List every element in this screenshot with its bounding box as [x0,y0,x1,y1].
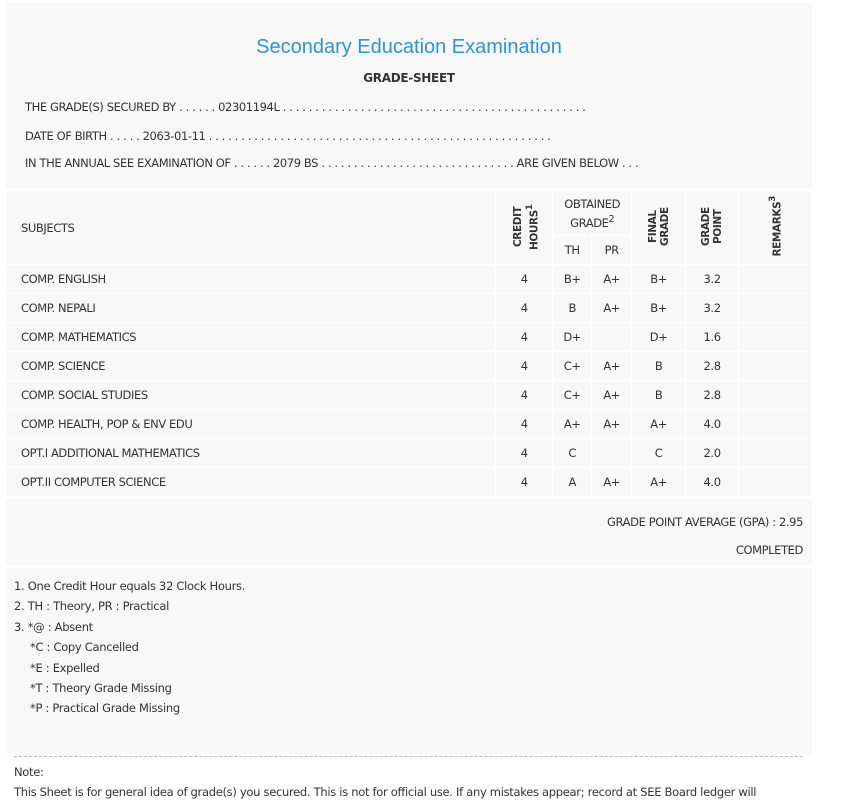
grade-sheet [6,2,812,799]
grades-table [6,191,812,497]
dob-line: DATE OF BIRTH . . . . . 2063-01-11 . . . . . . . . . . . . . . . . . . . . . . . . . . . . . . . . . . . . . . . . . . . . . . . . . . . . . [25,129,551,143]
note-label: Note: [14,765,44,779]
cell-practical-grade: A+ [592,352,632,381]
note-text: This Sheet is for general idea of grade(s) you secured. This is not for official use. If any mistakes appear; record at SEE Board ledger will [14,785,757,799]
cell-remarks [739,439,812,468]
table-row [7,265,812,294]
cell-remarks [739,265,812,294]
cell-final-grade: B+ [632,294,686,323]
footnote: 2. TH : Theory, PR : Practical [14,599,169,614]
cell-practical-grade: A+ [592,410,632,439]
header-obtained-grade: OBTAINED GRADE$^2$ [553,192,632,236]
footnote: *T : Theory Grade Missing [30,681,172,696]
cell-grade-point: 3.2 [686,294,739,323]
cell-final-grade: D+ [632,323,686,352]
cell-final-grade: C [632,439,686,468]
divider [14,756,803,757]
cell-practical-grade [592,323,632,352]
cell-remarks [739,468,812,497]
cell-grade-point: 2.8 [686,352,739,381]
cell-subject: OPT.II COMPUTER SCIENCE [7,468,496,497]
gpa-section [6,497,812,568]
cell-subject: COMP. HEALTH, POP & ENV EDU [7,410,496,439]
table-row [7,294,812,323]
cell-final-grade: A+ [632,468,686,497]
header-grade-point: GRADE POINT [686,192,739,265]
cell-theory-grade: A [553,468,592,497]
table-row [7,381,812,410]
footnote: 3. *@ : Absent [14,619,93,634]
cell-grade-point: 2.0 [686,439,739,468]
cell-subject: OPT.I ADDITIONAL MATHEMATICS [7,439,496,468]
cell-remarks [739,294,812,323]
cell-credit-hours: 4 [496,410,553,439]
footnote: 1. One Credit Hour equals 32 Clock Hours. [14,579,246,593]
cell-final-grade: B [632,352,686,381]
header-remarks: REMARKS$^3$ [739,192,812,265]
table-row [7,323,812,352]
sheet-subtitle: GRADE-SHEET [363,71,455,85]
footnote: *E : Expelled [30,660,100,675]
cell-practical-grade: A+ [592,265,632,294]
cell-theory-grade: B [553,294,592,323]
header-pr: PR [592,236,632,265]
cell-subject: COMP. MATHEMATICS [7,323,496,352]
cell-theory-grade: C [553,439,592,468]
result-status: COMPLETED [735,543,803,557]
header-final-grade: FINAL GRADE [632,192,686,265]
table-row [7,410,812,439]
cell-subject: COMP. NEPALI [7,294,496,323]
cell-grade-point: 4.0 [686,468,739,497]
exam-line: IN THE ANNUAL SEE EXAMINATION OF . . . . . . 2079 BS . . . . . . . . . . . . . . . . . . . . . . . . . . . . . . ARE GIVEN BELOW . . . [25,156,639,170]
cell-grade-point: 3.2 [686,265,739,294]
footnote: *C : Copy Cancelled [30,640,139,655]
cell-credit-hours: 4 [496,468,553,497]
cell-credit-hours: 4 [496,265,553,294]
cell-credit-hours: 4 [496,352,553,381]
header-credit-hours: CREDIT HOURS$^1$ [496,192,553,265]
secured-by-line: THE GRADE(S) SECURED BY . . . . . . 02301194L . . . . . . . . . . . . . . . . . . . . . . . . . . . . . . . . . . . . . . . . . . . . . . . [25,100,586,114]
cell-remarks [739,352,812,381]
cell-practical-grade: A+ [592,294,632,323]
cell-subject: COMP. SOCIAL STUDIES [7,381,496,410]
cell-final-grade: B [632,381,686,410]
cell-theory-grade: C+ [553,381,592,410]
cell-theory-grade: C+ [553,352,592,381]
header-subjects: SUBJECTS [7,192,496,265]
cell-remarks [739,410,812,439]
table-row [7,439,812,468]
cell-practical-grade: A+ [592,381,632,410]
sheet-header [6,2,812,191]
cell-practical-grade: A+ [592,468,632,497]
cell-practical-grade [592,439,632,468]
table-row [7,352,812,381]
cell-final-grade: B+ [632,265,686,294]
footnotes [6,568,812,799]
cell-remarks [739,323,812,352]
table-row [7,468,812,497]
cell-remarks [739,381,812,410]
cell-grade-point: 4.0 [686,410,739,439]
cell-credit-hours: 4 [496,439,553,468]
cell-credit-hours: 4 [496,381,553,410]
cell-subject: COMP. ENGLISH [7,265,496,294]
cell-final-grade: A+ [632,410,686,439]
cell-theory-grade: A+ [553,410,592,439]
footnote: *P : Practical Grade Missing [30,701,180,716]
header-th: TH [553,236,592,265]
cell-subject: COMP. SCIENCE [7,352,496,381]
cell-theory-grade: D+ [553,323,592,352]
cell-credit-hours: 4 [496,323,553,352]
cell-grade-point: 2.8 [686,381,739,410]
exam-title: Secondary Education Examination [256,36,562,58]
cell-theory-grade: B+ [553,265,592,294]
cell-credit-hours: 4 [496,294,553,323]
cell-grade-point: 1.6 [686,323,739,352]
gpa-value: GRADE POINT AVERAGE (GPA) : 2.95 [607,515,803,529]
